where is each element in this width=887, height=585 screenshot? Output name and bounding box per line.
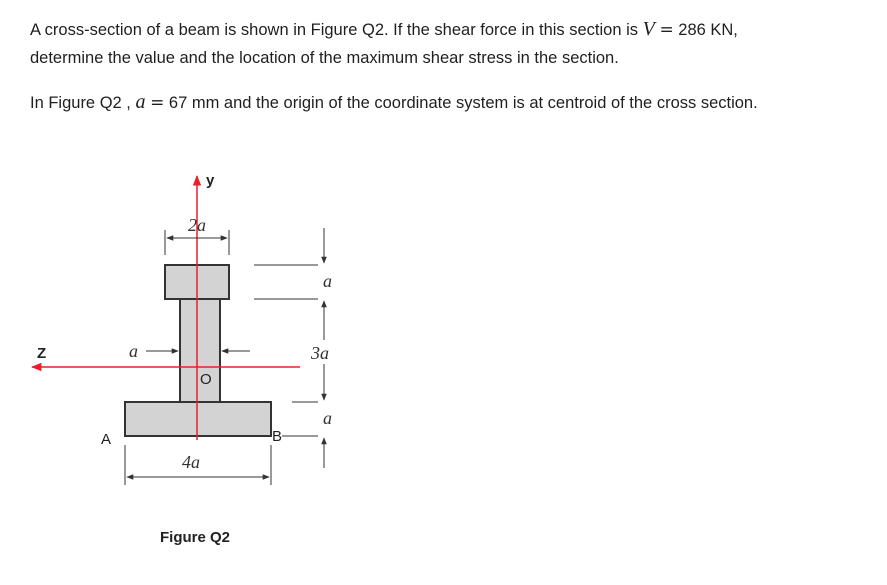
param-a-symbol: a <box>135 91 146 113</box>
equals-sign: = <box>659 20 674 40</box>
y-axis-label: y <box>206 172 215 189</box>
dim-2a-label: 2a <box>188 215 206 235</box>
shear-force-symbol: V <box>642 18 655 40</box>
bottom-flange <box>125 402 271 436</box>
problem-text-3: In Figure Q2 , <box>30 94 136 112</box>
problem-text-2: determine the value and the location of the maximum shear stress in the section. <box>30 49 619 67</box>
dim-top-flange-label: a <box>323 271 332 291</box>
dim-web-label: a <box>129 341 138 361</box>
dim-3a-label: 3a <box>311 343 329 363</box>
problem-text-1: A cross-section of a beam is shown in Figure Q2. If the shear force in this section is <box>30 21 643 39</box>
origin-label: O <box>200 371 212 388</box>
point-a-label: A <box>101 431 112 448</box>
equals-sign-2: = <box>150 93 165 113</box>
figure-caption: Figure Q2 <box>160 529 231 546</box>
dim-4a-label: 4a <box>182 452 200 472</box>
dim-bottom-flange-label: a <box>323 408 332 428</box>
point-b-label: B <box>272 428 283 445</box>
z-axis-label: Z <box>37 345 47 362</box>
param-a-value: 67 mm and the origin of the coordinate system is at centroid of the cross section. <box>164 94 758 112</box>
shear-force-value: 286 KN, <box>673 21 738 39</box>
